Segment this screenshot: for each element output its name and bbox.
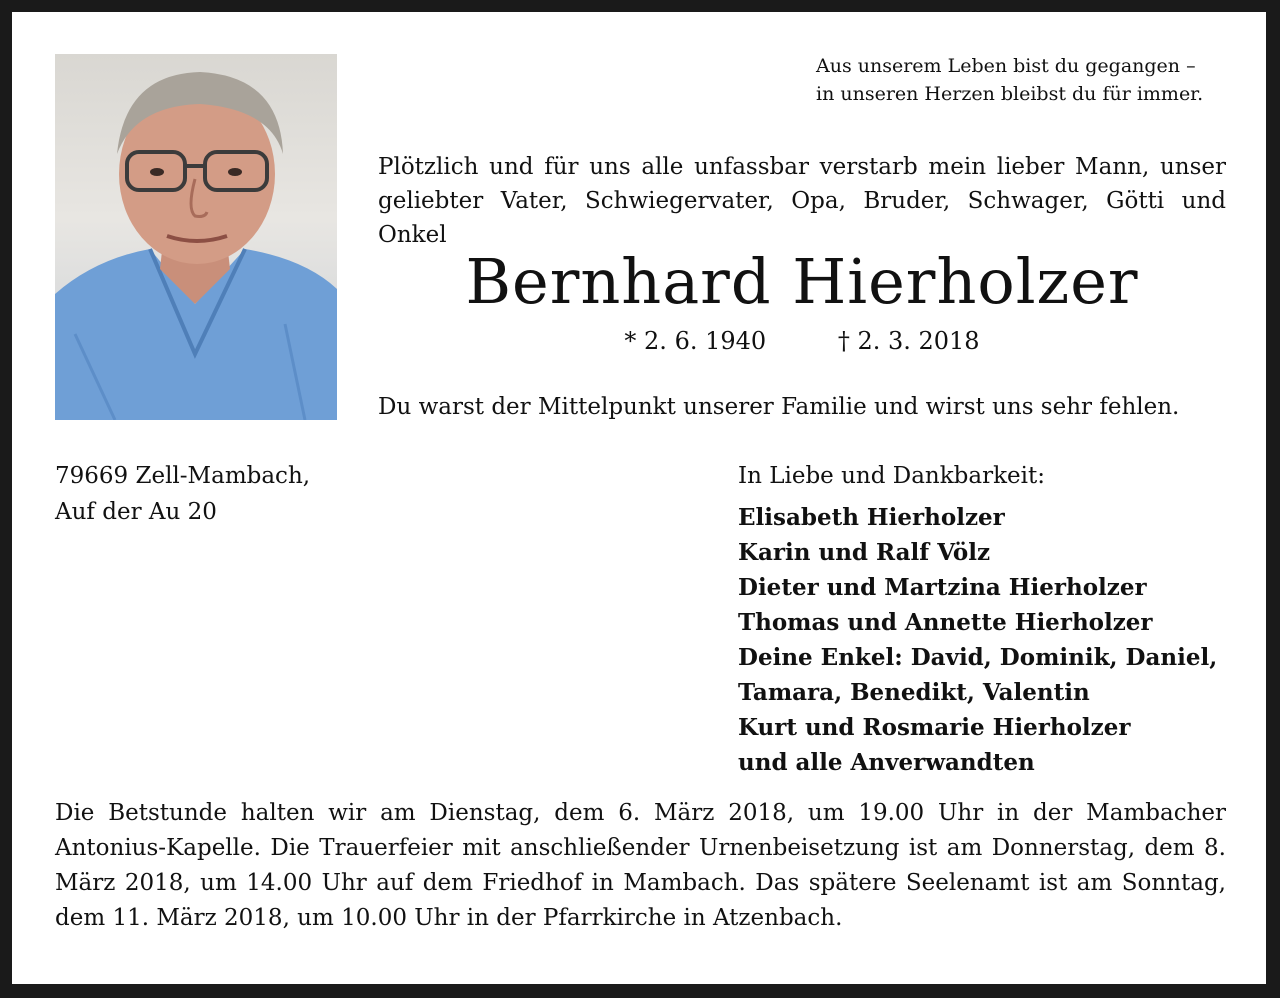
portrait-photo [55,54,337,420]
life-dates [378,324,1226,358]
motto [816,52,1236,108]
intro-line-1: Plötzlich und für uns alle unfassbar verstarb mein lieber Mann, unser [378,154,1226,180]
address-line-2: Auf der Au 20 [55,499,217,525]
address-line-1: 79669 Zell-Mambach, [55,463,311,489]
service-details: Die Betstunde halten wir am Dienstag, dem 6. März 2018, um 19.00 Uhr in der Mambacher Antonius-Kapelle. Die Trauerfeier mit anschließender Urnenbeisetzung ist am Donnerstag, dem 8. März 2018, um 14.00 Uhr auf dem Friedhof in Mambach. Das spätere Seelenamt ist am Sonntag, dem 11. März 2018, um 10.00 Uhr in der Pfarrkirche in Atzenbach. [55,800,1226,931]
closing-sentence: Du warst der Mittelpunkt unserer Familie und wirst uns sehr fehlen. [378,394,1180,420]
address [55,458,355,530]
intro-text [378,150,1226,252]
mourner-name: Kurt und Rosmarie Hierholzer [738,714,1131,741]
mourner-name: Tamara, Benedikt, Valentin [738,679,1090,706]
birth-date: * 2. 6. 1940 [624,327,767,355]
intro-line-2: geliebter Vater, Schwiegervater, Opa, Bruder, Schwager, Götti und Onkel [378,188,1226,248]
mourner-name: und alle Anverwandten [738,749,1035,776]
mourner-name: Dieter und Martzina Hierholzer [738,574,1147,601]
motto-line-1: Aus unserem Leben bist du gegangen – [816,55,1196,77]
deceased-name: Bernhard Hierholzer [465,245,1139,318]
mourner-name: Elisabeth Hierholzer [738,504,1005,531]
mourner-name: Deine Enkel: David, Dominik, Daniel, [738,644,1218,671]
family-mourners [738,458,1238,780]
mourner-name: Thomas und Annette Hierholzer [738,609,1153,636]
mourners-heading: In Liebe und Dankbarkeit: [738,463,1045,489]
death-date: † 2. 3. 2018 [837,327,980,355]
obituary-notice [12,12,1266,984]
motto-line-2: in unseren Herzen bleibst du für immer. [816,83,1204,105]
mourner-name: Karin und Ralf Völz [738,539,991,566]
